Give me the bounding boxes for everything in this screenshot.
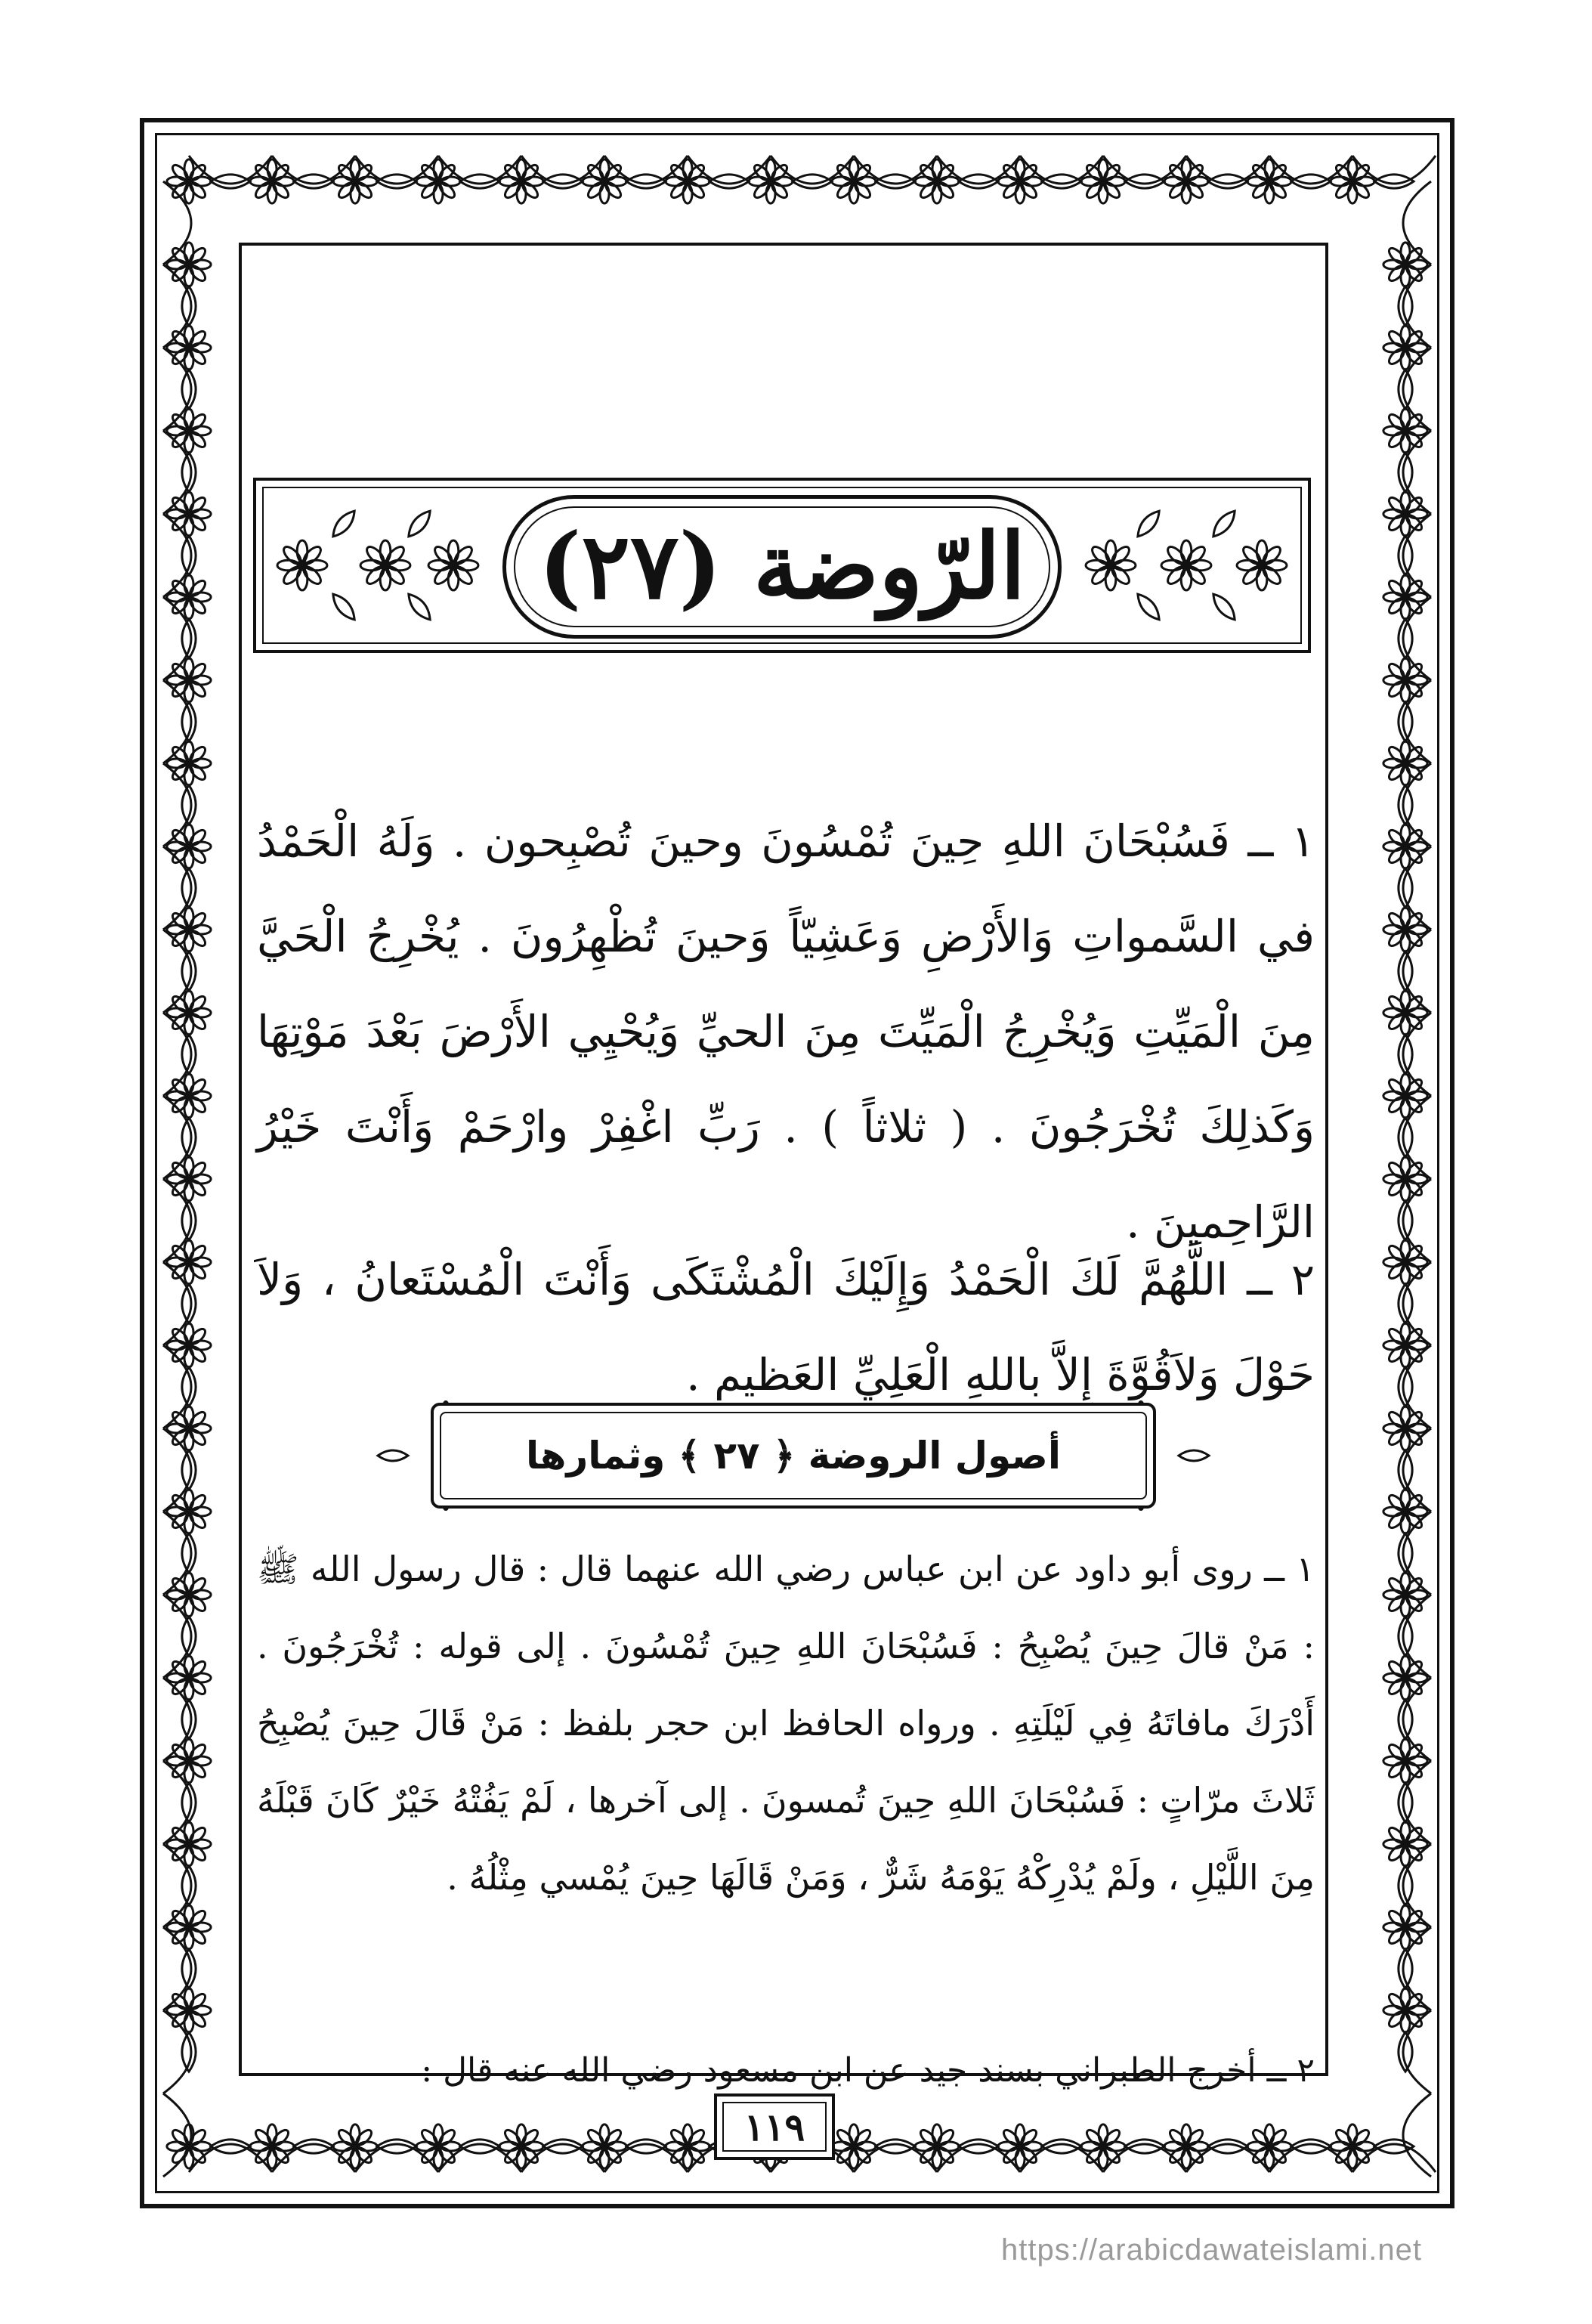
flower-ornament — [1383, 243, 1427, 286]
flower-ornament — [1383, 1739, 1427, 1783]
watermark-url: https://arabicdawateislami.net — [1001, 2233, 1422, 2267]
flower-ornament — [1164, 159, 1208, 203]
flower-ornament — [1383, 658, 1427, 702]
flower-ornament — [832, 159, 876, 203]
flower-ornament — [1081, 159, 1125, 203]
flower-ornament — [1383, 991, 1427, 1035]
hadith-paragraph-1: ١ ــ روى أبو داود عن ابن عباس رضي الله عنهما قال : قال رسول الله ﷺ : مَنْ قالَ حِينَ يُصْبِحُ : فَسُبْحَانَ اللهِ حِينَ تُمْسُونَ . إلى قوله : تُخْرَجُونَ . أَدْرَكَ مافاتَهُ فِي لَيْلَتِهِ . ورواه الحافظ ابن حجر بلفظ : مَنْ قَالَ حِينَ يُصْبِحُ ثَلاثَ مرّاتٍ : فَسُبْحَانَ اللهِ حِينَ تُمسونَ . إلى آخرها ، لَمْ يَفُتْهُ خَيْرٌ كَانَ قَبْلَهُ مِنَ اللَّيْلِ ، ولَمْ يُدْرِكْهُ يَوْمَهُ شَرٌّ ، وَمَنْ قَالَهَا حِينَ يُمْسي مِثْلُهُ . — [257, 1549, 1315, 1898]
flower-ornament — [167, 908, 211, 952]
flower-ornament — [1331, 2124, 1374, 2168]
flower-ornament — [832, 2124, 876, 2168]
flower-ornament — [416, 2124, 460, 2168]
flower-ornament — [915, 2124, 959, 2168]
flower-ornament — [167, 1406, 211, 1450]
flower-ornament — [998, 159, 1042, 203]
flower-ornament — [167, 1323, 211, 1367]
flower-ornament — [499, 159, 543, 203]
flower-ornament — [1383, 1240, 1427, 1284]
flower-ornament — [1383, 575, 1427, 619]
flower-ornament — [333, 2124, 377, 2168]
flower-ornament — [167, 409, 211, 453]
title-plaque — [502, 495, 1062, 639]
flower-ornament — [666, 2124, 709, 2168]
flower-ornament — [167, 243, 211, 286]
flower-ornament — [416, 159, 460, 203]
flower-ornament — [167, 658, 211, 702]
flower-ornament — [167, 1240, 211, 1284]
flower-ornament — [1383, 1656, 1427, 1700]
flower-ornament — [1383, 1490, 1427, 1533]
hadith-paragraph-2: ٢ ــ أخرج الطبراني بسند جيد عن ابن مسعود رضي الله عنه قال : — [421, 2051, 1315, 2090]
flower-ornament — [1247, 159, 1291, 203]
flower-ornament — [749, 159, 793, 203]
flower-ornament — [499, 2124, 543, 2168]
flower-ornament — [1383, 1157, 1427, 1201]
flower-ornament — [167, 575, 211, 619]
flower-ornament — [583, 159, 626, 203]
flower-ornament — [167, 1074, 211, 1118]
flower-ornament — [167, 1573, 211, 1617]
flower-ornament — [1383, 1822, 1427, 1866]
subheading: أصول الروضة ﴿ ٢٧ ﴾ وثمارها — [526, 1434, 1061, 1478]
flower-ornament — [1081, 2124, 1125, 2168]
flower-ornament — [333, 159, 377, 203]
flower-ornament — [583, 2124, 626, 2168]
flower-ornament — [1247, 2124, 1291, 2168]
flower-ornament — [1383, 1988, 1427, 2032]
flower-ornament — [167, 1822, 211, 1866]
flower-ornament — [1383, 1323, 1427, 1367]
flower-ornament — [1383, 409, 1427, 453]
flower-ornament — [1383, 825, 1427, 868]
flower-ornament — [1383, 908, 1427, 952]
section-title: الرّوضة (٢٧) — [538, 513, 1026, 620]
flower-ornament — [1331, 159, 1374, 203]
flower-ornament — [167, 1490, 211, 1533]
flower-ornament — [1383, 1406, 1427, 1450]
flower-ornament — [1383, 492, 1427, 536]
dhikr-paragraph-1: ١ ــ فَسُبْحَانَ اللهِ حِينَ تُمْسُونَ وحينَ تُصْبِحون . وَلَهُ الْحَمْدُ في السَّمواتِ وَالأَرْضِ وَعَشِيّاً وَحينَ تُظْهِرُونَ . يُخْرِجُ الْحَيَّ مِنَ الْمَيِّتِ وَيُخْرِجُ الْمَيِّتَ مِنَ الحيِّ وَيُحْيِي الأَرْضَ بَعْدَ مَوْتِهَا وَكَذلِكَ تُخْرَجُونَ . ( ثلاثاً ) . رَبِّ اغْفِرْ وارْحَمْ وَأَنْتَ خَيْرُ الرَّاحِمينَ . — [257, 815, 1315, 1248]
flower-ornament — [167, 991, 211, 1035]
flower-ornament — [167, 741, 211, 785]
page-number-box — [714, 2093, 835, 2160]
flower-ornament — [167, 1739, 211, 1783]
flower-ornament — [1164, 2124, 1208, 2168]
subheading-banner — [431, 1403, 1156, 1509]
page-number: ١١٩ — [743, 2104, 805, 2149]
flower-ornament — [998, 2124, 1042, 2168]
flower-ornament — [1383, 1074, 1427, 1118]
flower-ornament — [1383, 741, 1427, 785]
dhikr-paragraph-2: ٢ ــ اللَّهُمَّ لَكَ الْحَمْدُ وَإِلَيْكَ الْمُشْتَكَى وَأَنْتَ الْمُسْتَعانُ ، وَلاَ حَوْلَ وَلاَقُوَّةَ إِلاَّ باللهِ الْعَلِيِّ العَظيمِ . — [257, 1254, 1315, 1400]
flower-ornament — [1383, 1905, 1427, 1949]
flower-ornament — [167, 326, 211, 370]
flower-ornament — [167, 1905, 211, 1949]
flower-ornament — [1383, 326, 1427, 370]
flower-ornament — [167, 492, 211, 536]
flower-ornament — [250, 159, 294, 203]
flower-ornament — [167, 159, 211, 203]
flower-ornament — [1383, 1573, 1427, 1617]
flower-ornament — [167, 1656, 211, 1700]
flower-ornament — [167, 1157, 211, 1201]
flower-ornament — [915, 159, 959, 203]
flower-ornament — [250, 2124, 294, 2168]
flower-ornament — [167, 1988, 211, 2032]
flower-ornament — [167, 825, 211, 868]
flower-ornament — [666, 159, 709, 203]
